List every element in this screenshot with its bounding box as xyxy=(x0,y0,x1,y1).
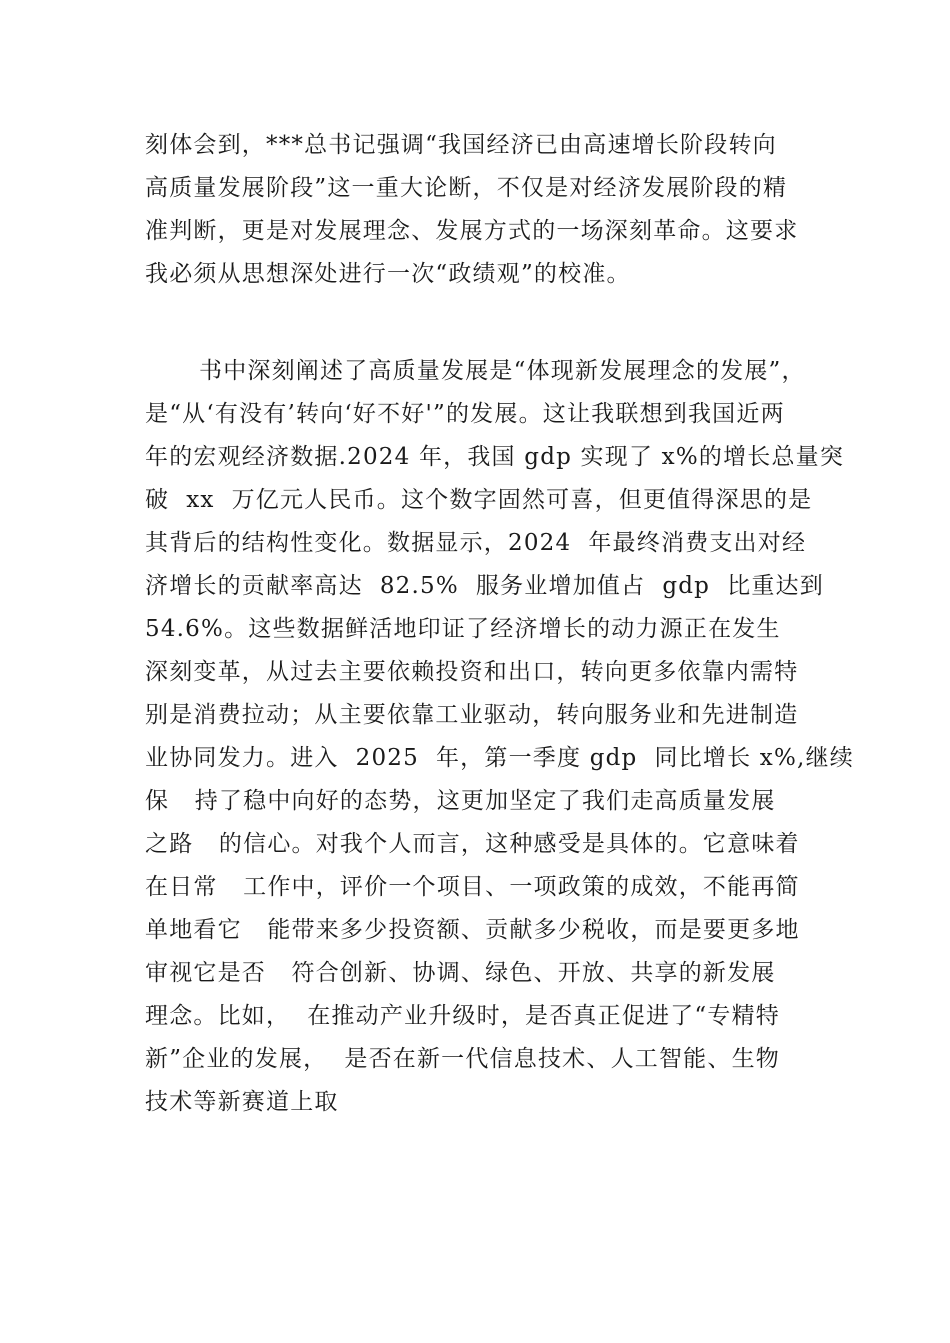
text-line: 别是消费拉动；从主要依靠工业驱动，转向服务业和先进制造 xyxy=(145,702,799,728)
text-line: 济增长的贡献率高达 82.5% 服务业增加值占 gdp 比重达到 xyxy=(145,573,824,599)
text-line: 理念。比如， 在推动产业升级时，是否真正促进了“专精特 xyxy=(145,1003,780,1029)
text-line: 我必须从思想深处进行一次“政绩观”的校准。 xyxy=(145,261,631,287)
text-line: 其背后的结构性变化。数据显示，2024 年最终消费支出对经 xyxy=(145,530,807,556)
text-line: 54.6%。这些数据鲜活地印证了经济增长的动力源正在发生 xyxy=(145,616,781,642)
text-line: 破 xx 万亿元人民币。这个数字固然可喜，但更值得深思的是 xyxy=(145,487,813,513)
text-line: 在日常 工作中，评价一个项目、一项政策的成效，不能再简 xyxy=(145,874,800,900)
text-line: 年的宏观经济数据.2024 年，我国 gdp 实现了 x%的增长总量突 xyxy=(145,444,845,470)
text-line: 保 持了稳中向好的态势，这更加坚定了我们走高质量发展 xyxy=(145,788,776,814)
text-line: 是“从‘有没有’转向‘好不好'”的发展。这让我联想到我国近两 xyxy=(145,401,785,427)
text-line: 单地看它 能带来多少投资额、贡献多少税收，而是要更多地 xyxy=(145,917,800,943)
text-line: 技术等新赛道上取 xyxy=(145,1089,339,1115)
text-line: 高质量发展阶段”这一重大论断，不仅是对经济发展阶段的精 xyxy=(145,175,788,201)
text-line: 刻体会到，***总书记强调“我国经济已由高速增长阶段转向 xyxy=(145,132,777,158)
text-line: 书中深刻阐述了高质量发展是“体现新发展理念的发展”， xyxy=(199,358,806,384)
text-line: 新”企业的发展， 是否在新一代信息技术、人工智能、生物 xyxy=(145,1046,780,1072)
text-line: 业协同发力。进入 2025 年，第一季度 gdp 同比增长 x%,继续 xyxy=(145,745,854,771)
text-line: 之路 的信心。对我个人而言，这种感受是具体的。它意味着 xyxy=(145,831,800,857)
text-line: 深刻变革，从过去主要依赖投资和出口，转向更多依靠内需特 xyxy=(145,659,799,685)
text-line: 准判断，更是对发展理念、发展方式的一场深刻革命。这要求 xyxy=(145,218,799,244)
text-line: 审视它是否 符合创新、协调、绿色、开放、共享的新发展 xyxy=(145,960,776,986)
